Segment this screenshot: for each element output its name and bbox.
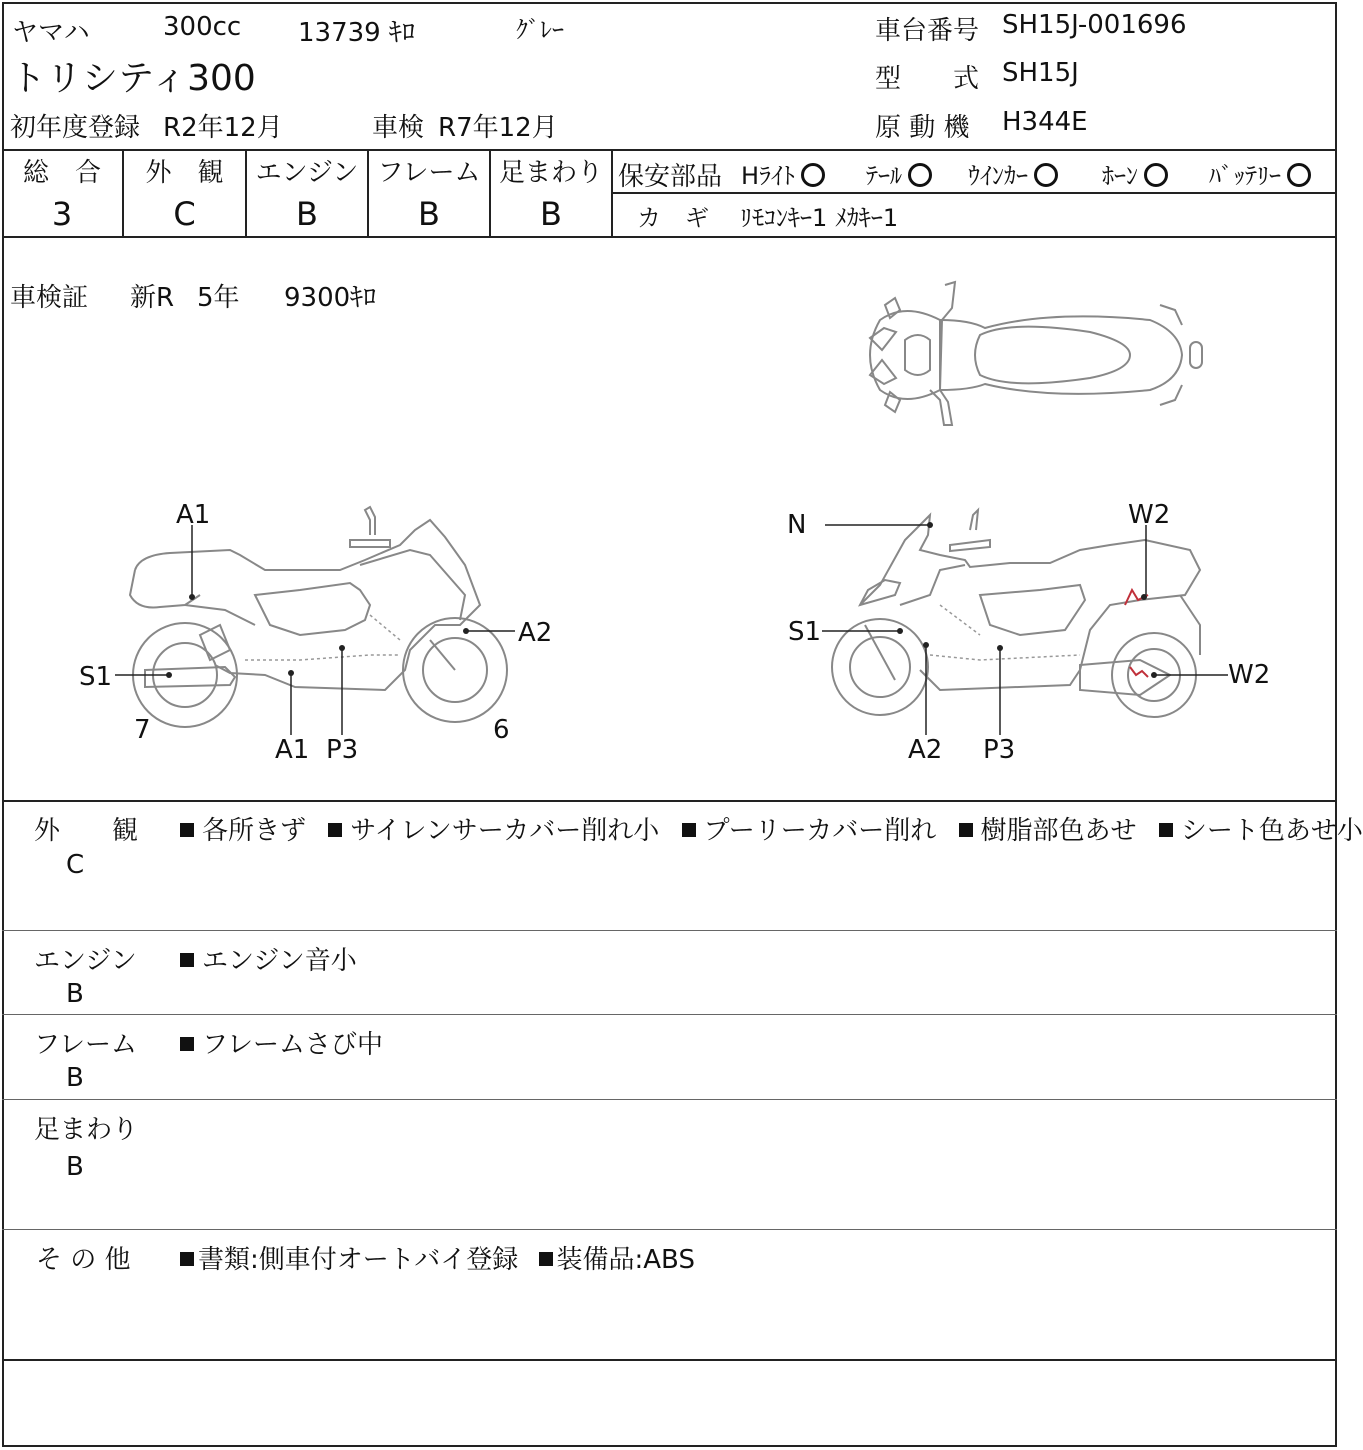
diagram-label-a2-right: A2 <box>908 735 943 765</box>
grade-exterior-value: C <box>173 195 196 233</box>
section-frame-notes <box>180 1024 383 1061</box>
safety-battery-label: ﾊﾞｯﾃﾘｰ <box>1209 162 1281 190</box>
safety-winker <box>968 156 1058 191</box>
damage-dot <box>166 672 172 678</box>
bullet-square-icon <box>180 953 194 967</box>
frame-no-label: 車台番号 <box>875 16 980 46</box>
note-item: エンジン音小 <box>202 946 357 976</box>
cert-value-3: 9300ｷﾛ <box>284 283 377 313</box>
grade-suspension-value: B <box>540 195 562 233</box>
divider <box>2 1014 1337 1015</box>
model-name: トリシティ300 <box>10 58 256 99</box>
diagram-label-w2-bottom: W2 <box>1228 660 1271 690</box>
bullet-square-icon <box>959 823 973 837</box>
section-engine-title: エンジン <box>34 946 137 976</box>
mileage: 13739 ｷﾛ <box>298 18 415 48</box>
damage-dot <box>463 628 469 634</box>
first-registration-label: 初年度登録 <box>10 113 141 143</box>
section-suspension-grade: B <box>66 1152 84 1182</box>
section-frame-grade: B <box>66 1063 84 1093</box>
first-registration-value: R2年12月 <box>163 113 283 143</box>
bullet-square-icon <box>180 823 194 837</box>
damage-scribble <box>1130 667 1148 677</box>
safety-horn-label: ﾎｰﾝ <box>1102 162 1138 190</box>
damage-markers-left <box>115 525 515 735</box>
grade-frame <box>369 152 489 233</box>
damage-dot <box>997 645 1003 651</box>
divider <box>2 1229 1337 1230</box>
scooter-top-view-diagram <box>860 280 1210 430</box>
grade-overall <box>2 152 122 233</box>
damage-dot <box>897 628 903 634</box>
grade-engine-value: B <box>296 195 318 233</box>
note-item: 各所きず <box>202 816 307 846</box>
divider <box>2 149 1337 151</box>
cert-label: 車検証 <box>10 283 89 313</box>
section-other-title: そ の 他 <box>36 1245 131 1275</box>
divider <box>2 930 1337 931</box>
bullet-square-icon <box>1159 823 1173 837</box>
cert-value-2: 5年 <box>197 283 240 313</box>
bullet-square-icon <box>180 1252 194 1266</box>
damage-dot <box>1151 672 1157 678</box>
damage-markers-right <box>822 522 1228 735</box>
section-engine-grade: B <box>66 979 84 1009</box>
ok-circle-icon <box>1287 163 1311 187</box>
divider <box>2 236 1337 238</box>
safety-tail-label: ﾃｰﾙ <box>866 162 902 190</box>
grade-overall-label: 総 合 <box>22 158 101 188</box>
note-item: 装備品:ABS <box>556 1245 695 1275</box>
safety-label: 保安部品 <box>618 162 723 192</box>
diagram-label-p3-right: P3 <box>983 735 1016 765</box>
model-code-value: SH15J <box>1002 58 1079 88</box>
keys-label: カ ギ <box>637 204 709 232</box>
scooter-right-outline <box>832 510 1200 717</box>
engine-label: 原 動 機 <box>875 113 970 143</box>
section-exterior-title: 外 観 <box>34 816 139 846</box>
damage-dot <box>339 645 345 651</box>
note-item: シート色あせ小 <box>1180 816 1363 846</box>
inspection-value: R7年12月 <box>438 113 558 143</box>
safety-tail <box>866 156 932 191</box>
cert-value-1: 新R <box>130 283 175 313</box>
grade-suspension-label: 足まわり <box>498 158 603 188</box>
section-exterior-grade: C <box>66 850 85 880</box>
diagram-label-a1-top: A1 <box>176 500 211 530</box>
grade-engine <box>247 152 367 233</box>
bullet-square-icon <box>180 1037 194 1051</box>
safety-winker-label: ｳｲﾝｶｰ <box>968 162 1028 190</box>
safety-battery <box>1209 156 1311 191</box>
diagram-label-7: 7 <box>134 715 151 745</box>
displacement: 300cc <box>163 12 242 42</box>
safety-horn <box>1102 156 1168 191</box>
diagram-label-a1-bottom: A1 <box>275 735 310 765</box>
diagram-label-w2-top: W2 <box>1128 500 1171 530</box>
section-exterior-notes <box>180 810 1363 847</box>
divider <box>2 1099 1337 1100</box>
grade-exterior <box>124 152 245 233</box>
grade-frame-value: B <box>418 195 440 233</box>
bullet-square-icon <box>328 823 342 837</box>
maker: ヤマハ <box>12 18 90 48</box>
ok-circle-icon <box>908 163 932 187</box>
note-item: 樹脂部色あせ <box>980 816 1137 846</box>
safety-headlight-label: Hﾗｲﾄ <box>741 162 796 190</box>
keys-value: ﾘﾓｺﾝｷｰ1 ﾒｶｷｰ1 <box>740 204 899 232</box>
scooter-top-outline <box>870 282 1202 425</box>
damage-dot <box>927 522 933 528</box>
diagram-label-s1: S1 <box>79 662 113 692</box>
engine-value: H344E <box>1002 107 1088 137</box>
model-code-label: 型 式 <box>875 64 980 94</box>
inspection-label: 車検 <box>372 113 425 143</box>
bullet-square-icon <box>539 1252 553 1266</box>
section-other-notes <box>180 1239 695 1276</box>
diagram-label-p3: P3 <box>326 735 359 765</box>
damage-dot <box>288 670 294 676</box>
grade-exterior-label: 外 観 <box>145 158 224 188</box>
diagram-label-s1-right: S1 <box>788 617 822 647</box>
frame-no-value: SH15J-001696 <box>1002 10 1187 40</box>
damage-dot <box>189 594 195 600</box>
grade-frame-label: フレーム <box>377 158 481 188</box>
scooter-left-outline <box>130 507 507 727</box>
diagram-label-n: N <box>787 510 807 540</box>
diagram-label-a2: A2 <box>518 618 553 648</box>
damage-dot <box>923 642 929 648</box>
ok-circle-icon <box>801 163 825 187</box>
grade-overall-value: 3 <box>51 195 73 233</box>
divider <box>2 800 1337 802</box>
note-item: プーリーカバー削れ <box>703 816 937 846</box>
diagram-label-6: 6 <box>493 715 510 745</box>
scooter-right-view-diagram <box>780 495 1250 770</box>
grade-suspension <box>491 152 611 233</box>
grade-engine-label: エンジン <box>255 158 359 188</box>
divider <box>2 1359 1337 1361</box>
ok-circle-icon <box>1144 163 1168 187</box>
note-item: サイレンサーカバー削れ小 <box>350 816 660 846</box>
section-suspension-title: 足まわり <box>34 1115 139 1145</box>
section-engine-notes <box>180 940 357 977</box>
color: ｸﾞﾚｰ <box>516 16 564 44</box>
safety-headlight <box>741 156 825 191</box>
bullet-square-icon <box>682 823 696 837</box>
damage-dot <box>1141 594 1147 600</box>
section-frame-title: フレーム <box>34 1030 137 1060</box>
ok-circle-icon <box>1034 163 1058 187</box>
note-item: フレームさび中 <box>202 1030 383 1060</box>
note-item: 書類:側車付オートバイ登録 <box>198 1245 519 1275</box>
